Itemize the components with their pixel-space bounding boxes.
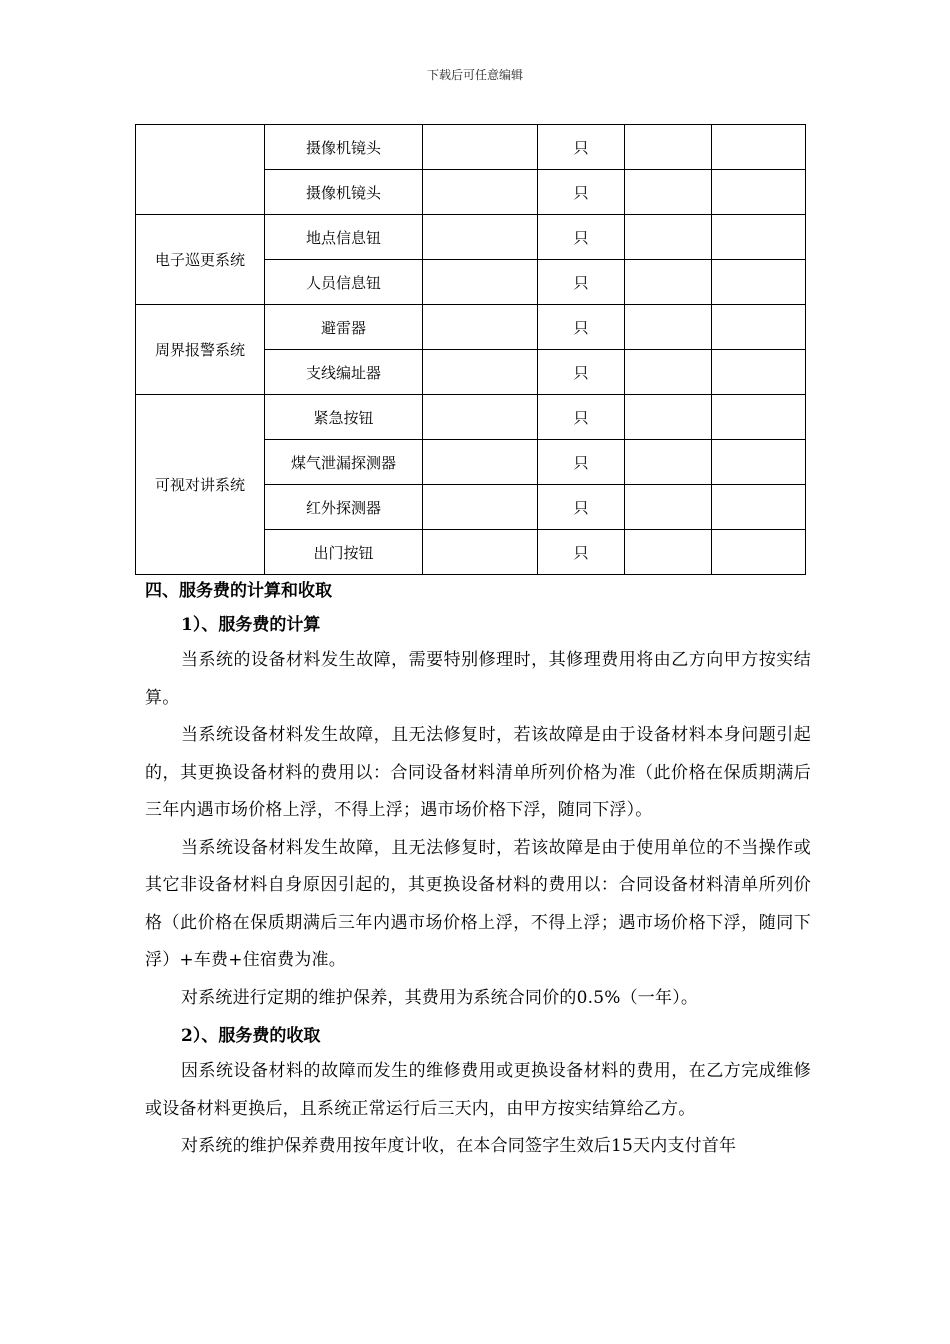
unit-cell: 只 — [538, 395, 625, 440]
note-cell — [712, 215, 806, 260]
note-cell — [712, 395, 806, 440]
item-name-cell: 摄像机镜头 — [265, 125, 423, 170]
item-name-cell: 地点信息钮 — [265, 215, 423, 260]
spec-cell — [423, 350, 538, 395]
unit-cell: 只 — [538, 440, 625, 485]
item-name-cell: 煤气泄漏探测器 — [265, 440, 423, 485]
note-cell — [712, 305, 806, 350]
quantity-cell — [625, 170, 712, 215]
unit-cell: 只 — [538, 260, 625, 305]
quantity-cell — [625, 305, 712, 350]
item-name-cell: 避雷器 — [265, 305, 423, 350]
system-name-cell — [136, 125, 265, 215]
page-header: 下载后可任意编辑 — [426, 68, 523, 82]
paragraph: 对系统的维护保养费用按年度计收，在本合同签字生效后15天内支付首年 — [181, 1136, 737, 1156]
note-cell — [712, 350, 806, 395]
quantity-cell — [625, 350, 712, 395]
note-cell — [712, 170, 806, 215]
table-row — [136, 215, 806, 260]
subsection-heading-collection: 2）、服务费的收取 — [181, 1026, 321, 1046]
item-name-cell: 紧急按钮 — [265, 395, 423, 440]
unit-cell: 只 — [538, 125, 625, 170]
note-cell — [712, 440, 806, 485]
spec-cell — [423, 215, 538, 260]
quantity-cell — [625, 530, 712, 575]
main-content — [145, 576, 811, 1166]
table-row — [136, 395, 806, 440]
spec-cell — [423, 395, 538, 440]
subsection-heading-calculation: 1）、服务费的计算 — [181, 615, 321, 635]
equipment-table-body — [136, 125, 806, 575]
unit-cell: 只 — [538, 215, 625, 260]
paragraph: 对系统进行定期的维护保养，其费用为系统合同价的0.5%（一年）。 — [181, 987, 699, 1008]
quantity-cell — [625, 125, 712, 170]
unit-cell: 只 — [538, 485, 625, 530]
spec-cell — [423, 170, 538, 215]
note-cell — [712, 260, 806, 305]
spec-cell — [423, 125, 538, 170]
system-name-cell: 周界报警系统 — [136, 305, 265, 395]
system-name-cell: 可视对讲系统 — [136, 395, 265, 575]
paragraph: 当系统设备材料发生故障，且无法修复时，若该故障是由于使用单位的不当操作或其它非设备材料自身原因引起的，其更换设备材料的费用以：合同设备材料清单所列价格（此价格在保质期满后三年内遇市场价格上浮，不得上浮；遇市场价格下浮，随同下浮）+车费+住宿费为准。 — [145, 837, 811, 970]
item-name-cell: 红外探测器 — [265, 485, 423, 530]
spec-cell — [423, 530, 538, 575]
paragraph: 当系统的设备材料发生故障，需要特别修理时，其修理费用将由乙方向甲方按实结算。 — [145, 650, 811, 708]
unit-cell: 只 — [538, 305, 625, 350]
quantity-cell — [625, 395, 712, 440]
note-cell — [712, 125, 806, 170]
table-row — [136, 305, 806, 350]
spec-cell — [423, 260, 538, 305]
item-name-cell: 出门按钮 — [265, 530, 423, 575]
quantity-cell — [625, 260, 712, 305]
item-name-cell: 人员信息钮 — [265, 260, 423, 305]
unit-cell: 只 — [538, 530, 625, 575]
quantity-cell — [625, 440, 712, 485]
item-name-cell: 支线编址器 — [265, 350, 423, 395]
unit-cell: 只 — [538, 350, 625, 395]
note-cell — [712, 485, 806, 530]
section-heading: 四、服务费的计算和收取 — [145, 581, 332, 601]
quantity-cell — [625, 485, 712, 530]
spec-cell — [423, 440, 538, 485]
item-name-cell: 摄像机镜头 — [265, 170, 423, 215]
spec-cell — [423, 485, 538, 530]
spec-cell — [423, 305, 538, 350]
unit-cell: 只 — [538, 170, 625, 215]
paragraph: 当系统设备材料发生故障，且无法修复时，若该故障是由于设备材料本身问题引起的，其更换设备材料的费用以：合同设备材料清单所列价格为准（此价格在保质期满后三年内遇市场价格上浮，不得上浮；遇市场价格下浮，随同下浮）。 — [145, 725, 811, 820]
paragraph: 因系统设备材料的故障而发生的维修费用或更换设备材料的费用，在乙方完成维修或设备材料更换后，且系统正常运行后三天内，由甲方按实结算给乙方。 — [145, 1061, 811, 1119]
equipment-table — [135, 124, 806, 575]
table-row — [136, 125, 806, 170]
system-name-cell: 电子巡更系统 — [136, 215, 265, 305]
quantity-cell — [625, 215, 712, 260]
note-cell — [712, 530, 806, 575]
